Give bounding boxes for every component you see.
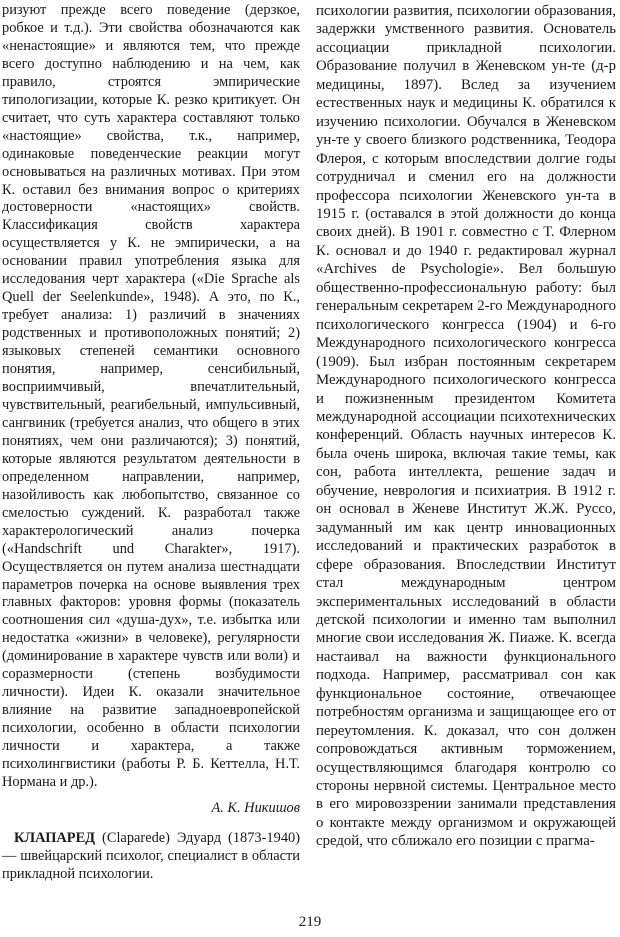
page-number: 219: [298, 914, 322, 930]
entry-headword: КЛАПАРЕД: [14, 829, 96, 846]
right-column: [316, 2, 616, 851]
main-text-paragraph: ризуют прежде всего поведение (дерзкое, робкое и т.д.). Эти свойства обозначаются как «ненастоящие» и являются тем, что прежде всего доступно наблюдению и на чем, как правило, строятся эмпирические типологизации, которые К. резко критикует. Он считает, что суть характера составляют только «настоящие» свойства, т.к., например, одинаковые поведенческие реакции могут основываться на различных мотивах. При этом К. оставил без внимания вопрос о критериях достоверности «настоящих» свойств. Классификация свойств характера осуществляется у К. не эмпирически, а на основании правил употребления языка для исследования черт характера («Die Sprache als Quell der Seelenkunde», 1948). А это, по К., требует анализа: 1) различий в значениях родственных и противоположных понятий; 2) языковых степеней семантики основного понятия, например, сенсибильный, восприимчивый, впечатлительный, чувствительный, реагибельный, импульсивный, сангвиник (требуется анализ, что общего в этих понятиях, чем они различаются); 3) понятий, которые являются результатом деятельности в определенном направлении, например, назойливость как любопытство, связанное со смелостью суждений. К. разработал также характерологический анализ почерка («Handschrift und Charakter», 1917). Осуществляется он путем анализа шестнадцати параметров почерка на основе выявления трех главных факторов: уровня формы (показатель соотношения сил «душа-дух», т.е. избытка или недостатка «жизни» в человеке), регулярности (доминирование в характере чувств или воли) и соразмерности (степень возбудимости личности). Идеи К. оказали значительное влияние на развитие западноевропейской психологии, особенно в области психологии личности и характера, а также психолингвистики (работы Р. Б. Кеттелла, Н.Т. Нормана и др.).: [2, 2, 300, 790]
entry-text: (Claparede) Эдуард (1873-1940) — швейцарский психолог, специалист в области прикладной психологии.: [2, 829, 300, 882]
main-text-paragraph: психологии развития, психологии образования, задержки умственного развития. Основатель ассоциации прикладной психологии. Образование получил в Женевском ун-те (д-р медицины, 1897). Вслед за изучением естественных наук и медицины К. обратился к изучению психологии. Обучался в Женевском ун-те у своего близкого родственника, Теодора Флероя, с которым впоследствии долгие годы сотрудничал и сменил его на должности профессора психологии Женевского ун-та в 1915 г. (оставался в этой должности до конца своих дней). В 1901 г. совместно с Т. Флерном К. основал и до 1940 г. редактировал журнал «Archives de Psychologie». Вел большую общественно-профессиональную работу: был генеральным секретарем 2-го Международного психологического конгресса (1904) и 6-го Международного психологического конгресса (1909). Был избран постоянным секретарем Международного психологического конгресса и пожизненным президентом Комитета международной ассоциации психотехнических конференций. Область научных интересов К. была очень широка, включая такие темы, как сон, работа интеллекта, решение задач и обучение, неврология и психиатрия. В 1912 г. он основал в Женеве Институт Ж.Ж. Руссо, задуманный им как центр инновационных исследований и практических разработок в сфере образования. Впоследствии Институт стал международным центром экспериментальных исследований в области детской психологии и именно там выполнил многие свои исследования Ж. Пиаже. К. всегда настаивал на важности функционального подхода. Например, рассматривал сон как функциональное состояние, отвечающее потребностям организма и защищающее его от переутомления. К. доказал, что сон должен сопровождаться активным торможением, осуществляющимся благодаря контролю со стороны нервной системы. Центральное место в его мировоззрении занимали представления о контакте между организмом и окружающей средой, что сближало его позиции с прагма-: [316, 3, 616, 850]
author-signature: А. К. Никишов: [211, 799, 300, 816]
left-column: [2, 2, 300, 884]
dictionary-entry: [2, 830, 300, 884]
